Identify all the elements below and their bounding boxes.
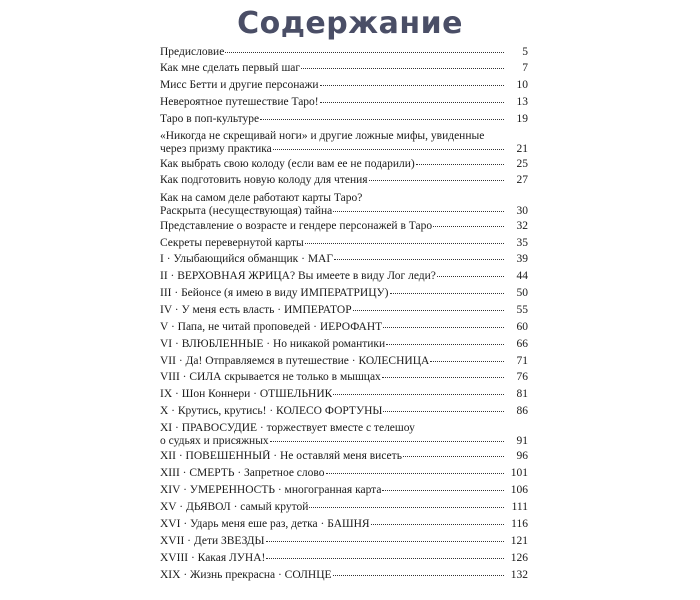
toc-entry-title: III · Бейонсе (я имею в виду ИМПЕРАТРИЦУ) xyxy=(160,287,389,299)
toc-entry[interactable] xyxy=(160,270,533,283)
dot-leader xyxy=(266,557,504,559)
toc-entry[interactable] xyxy=(160,321,533,334)
toc-entry-title: Как выбрать свою колоду (если вам ее не подарили) xyxy=(160,158,415,170)
toc-entry-title: IX · Шон Коннери · ОТШЕЛЬНИК xyxy=(160,388,333,400)
toc-page-number: 86 xyxy=(516,405,528,417)
toc-entry-title: Как мне сделать первый шаг xyxy=(160,62,301,74)
toc-entry-title: X · Крутись, крутись! · КОЛЕСО ФОРТУНЫ xyxy=(160,405,383,417)
dot-leader xyxy=(382,376,504,378)
toc-entry[interactable] xyxy=(160,450,533,463)
toc-entry[interactable] xyxy=(160,304,533,317)
dot-leader xyxy=(309,506,504,508)
dot-leader xyxy=(320,101,504,103)
toc-entry[interactable] xyxy=(160,535,533,548)
toc-entry-title: Невероятное путешествие Таро! xyxy=(160,96,319,108)
toc-page-number: 121 xyxy=(510,535,528,547)
toc-entry-title-line: Как на самом деле работают карты Таро? xyxy=(160,192,363,204)
toc-entry-title: XIX · Жизнь прекрасна · СОЛНЦЕ xyxy=(160,569,332,581)
toc-page-number: 71 xyxy=(516,355,528,367)
toc-entry[interactable] xyxy=(160,174,533,187)
toc-entry-title: Предисловие xyxy=(160,46,225,58)
toc-page-number: 66 xyxy=(516,338,528,350)
toc-entry-title-line: «Никогда не скрещивай ноги» и другие ложные мифы, увиденные xyxy=(160,130,485,142)
toc-entry[interactable] xyxy=(160,371,533,384)
dot-leader xyxy=(416,163,504,165)
dot-leader xyxy=(333,210,504,212)
toc-entry-title: через призму практика xyxy=(160,142,272,155)
toc-page-number: 19 xyxy=(516,113,528,125)
toc-entry[interactable] xyxy=(160,62,533,75)
dot-leader xyxy=(320,84,504,86)
toc-entry-title: VII · Да! Отправляемся в путешествие · КОЛЕСНИЦА xyxy=(160,355,430,367)
dot-leader xyxy=(326,472,504,474)
toc-entry-title: V · Папа, не читай проповедей · ИЕРОФАНТ xyxy=(160,321,383,333)
toc-page-number: 35 xyxy=(516,237,528,249)
toc-page-number: 39 xyxy=(516,253,528,265)
toc-page-number: 76 xyxy=(516,371,528,383)
toc-entry[interactable] xyxy=(160,388,533,401)
toc-page-number: 116 xyxy=(511,518,528,530)
toc-entry[interactable] xyxy=(160,46,533,59)
toc-entry-title: VIII · СИЛА скрывается не только в мышцах xyxy=(160,371,381,383)
dot-leader xyxy=(266,540,504,542)
dot-leader xyxy=(353,309,504,311)
toc-entry[interactable] xyxy=(160,220,533,233)
dot-leader xyxy=(386,343,504,345)
toc-page-number: 96 xyxy=(516,450,528,462)
dot-leader xyxy=(383,410,504,412)
toc-entry[interactable] xyxy=(160,484,533,497)
toc-entry-title: Секреты перевернутой карты xyxy=(160,237,304,249)
toc-page-number: 60 xyxy=(516,321,528,333)
toc-entry-title: I · Улыбающийся обманщик · МАГ xyxy=(160,253,333,265)
toc-page-number: 111 xyxy=(511,501,528,513)
toc-page-number: 21 xyxy=(516,142,528,155)
toc-page-number: 132 xyxy=(510,569,528,581)
dot-leader xyxy=(225,51,504,53)
toc-page-number: 30 xyxy=(516,204,528,217)
toc-entry[interactable] xyxy=(160,355,533,368)
toc-page-number: 5 xyxy=(522,46,528,58)
dot-leader xyxy=(430,360,504,362)
toc-entry[interactable] xyxy=(160,158,533,171)
toc-page-number: 101 xyxy=(510,467,528,479)
toc-entry-title: Как подготовить новую колоду для чтения xyxy=(160,174,368,186)
dot-leader xyxy=(383,326,504,328)
dot-leader xyxy=(305,242,504,244)
toc-page-number: 50 xyxy=(516,287,528,299)
toc-entry-title-line: XI · ПРАВОСУДИЕ · торжествует вместе с телешоу xyxy=(160,422,415,434)
dot-leader xyxy=(382,489,504,491)
toc-page-number: 7 xyxy=(522,62,528,74)
toc-entry[interactable] xyxy=(160,96,533,109)
toc-entry-title: XV · ДЬЯВОЛ · самый крутой xyxy=(160,501,309,513)
toc-entry[interactable] xyxy=(160,113,533,126)
toc-entry-title: о судьях и присяжных xyxy=(160,434,269,447)
dot-leader xyxy=(403,455,504,457)
dot-leader xyxy=(301,67,504,69)
toc-page-number: 32 xyxy=(516,220,528,232)
toc-entry-title: XVIII · Какая ЛУНА! xyxy=(160,552,266,564)
dot-leader xyxy=(371,523,504,525)
toc-entry[interactable] xyxy=(160,192,533,217)
toc-page-number: 25 xyxy=(516,158,528,170)
toc-entry[interactable] xyxy=(160,405,533,418)
toc-page-number: 126 xyxy=(510,552,528,564)
toc-entry-title: XIII · СМЕРТЬ · Запретное слово xyxy=(160,467,325,479)
dot-leader xyxy=(333,393,504,395)
toc-entry[interactable] xyxy=(160,287,533,300)
dot-leader xyxy=(334,258,504,260)
toc-entry[interactable] xyxy=(160,501,533,514)
dot-leader xyxy=(273,148,504,150)
toc-entry-title: Таро в поп-культуре xyxy=(160,113,260,125)
toc-entry-title: II · ВЕРХОВНАЯ ЖРИЦА? Вы имеете в виду Лог леди? xyxy=(160,270,436,282)
toc-entry-title: XII · ПОВЕШЕННЫЙ · Не оставляй меня висеть xyxy=(160,450,402,462)
dot-leader xyxy=(369,179,504,181)
toc-page-number: 91 xyxy=(516,434,528,447)
dot-leader xyxy=(260,118,504,120)
toc-entry-title: Представление о возрасте и гендере персонажей в Таро xyxy=(160,220,433,232)
toc-entry-title: Мисс Бетти и другие персонажи xyxy=(160,79,319,91)
toc-entry-title: XIV · УМЕРЕННОСТЬ · многогранная карта xyxy=(160,484,382,496)
dot-leader xyxy=(437,275,504,277)
toc-entry[interactable] xyxy=(160,552,533,565)
toc-entry-title: VI · ВЛЮБЛЕННЫЕ · Но никакой романтики xyxy=(160,338,386,350)
toc-page-number: 27 xyxy=(516,174,528,186)
dot-leader xyxy=(390,292,504,294)
page-title: Содержание xyxy=(237,6,463,41)
toc-page-number: 55 xyxy=(516,304,528,316)
toc-entry-title: Раскрыта (несуществующая) тайна xyxy=(160,204,333,217)
toc-entry-title: IV · У меня есть власть · ИМПЕРАТОР xyxy=(160,304,352,316)
toc-entry[interactable] xyxy=(160,79,533,92)
dot-leader xyxy=(333,574,504,576)
toc-entry[interactable] xyxy=(160,518,533,531)
toc-page-number: 106 xyxy=(510,484,528,496)
toc-page-number: 81 xyxy=(516,388,528,400)
toc-entry[interactable] xyxy=(160,338,533,351)
dot-leader xyxy=(270,440,504,442)
toc-page-number: 10 xyxy=(516,79,528,91)
toc-entry-title: XVII · Дети ЗВЕЗДЫ xyxy=(160,535,265,547)
toc-page-number: 44 xyxy=(516,270,528,282)
toc-entry[interactable] xyxy=(160,130,533,155)
toc-entry-title: XVI · Ударь меня еше раз, детка · БАШНЯ xyxy=(160,518,370,530)
toc-entry[interactable] xyxy=(160,569,533,582)
toc-entry[interactable] xyxy=(160,237,533,250)
dot-leader xyxy=(433,225,504,227)
toc-entry[interactable] xyxy=(160,467,533,480)
toc-entry[interactable] xyxy=(160,253,533,266)
toc-entry[interactable] xyxy=(160,422,533,447)
toc-page-number: 13 xyxy=(516,96,528,108)
